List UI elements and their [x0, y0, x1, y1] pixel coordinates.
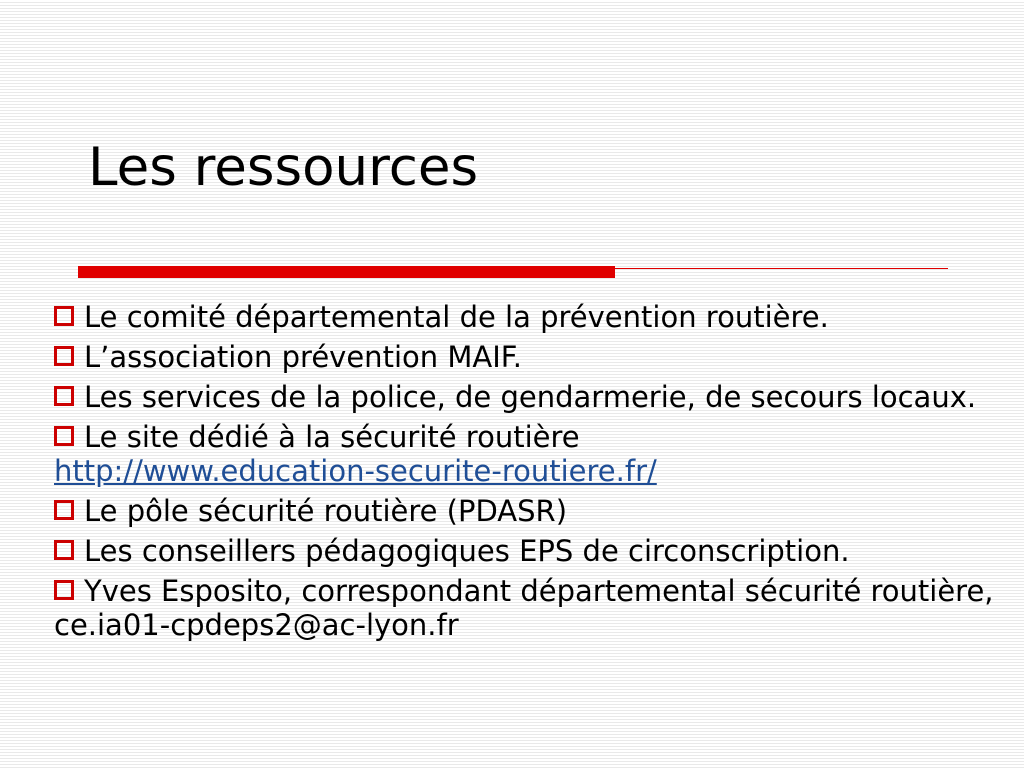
list-item-pdasr — [54, 494, 1004, 528]
list-item-text: Le comité départemental de la prévention routière. — [84, 300, 829, 334]
list-item-correspondant — [54, 574, 1004, 642]
list-item-text: Les services de la police, de gendarmerie, de secours locaux. — [84, 380, 977, 414]
list-item-services-secours — [54, 380, 1004, 414]
square-bullet-icon — [54, 426, 74, 446]
slide-title: Les ressources — [88, 137, 479, 198]
list-item-text: L’association prévention MAIF. — [84, 340, 522, 374]
title-underline-thick — [78, 266, 615, 278]
list-item-text: Le pôle sécurité routière (PDASR) — [84, 494, 568, 528]
education-securite-link[interactable]: http://www.education-securite-routiere.fr/ — [54, 454, 657, 488]
list-item-prevention-routiere — [54, 300, 1004, 334]
square-bullet-icon — [54, 580, 74, 600]
square-bullet-icon — [54, 540, 74, 560]
title-underline-thin — [615, 268, 948, 269]
list-item-text: Yves Esposito, correspondant départemental sécurité routière, ce.ia01-cpdeps2@ac-lyon.fr — [54, 574, 994, 642]
square-bullet-icon — [54, 306, 74, 326]
list-item-site-securite — [54, 420, 1004, 488]
resource-list — [54, 300, 1004, 648]
list-item-text: Les conseillers pédagogiques EPS de circonscription. — [84, 534, 850, 568]
list-item-maif — [54, 340, 1004, 374]
square-bullet-icon — [54, 346, 74, 366]
list-item-text: Le site dédié à la sécurité routière — [84, 420, 580, 454]
title-underline — [78, 266, 948, 278]
square-bullet-icon — [54, 500, 74, 520]
list-item-conseillers-eps — [54, 534, 1004, 568]
square-bullet-icon — [54, 386, 74, 406]
